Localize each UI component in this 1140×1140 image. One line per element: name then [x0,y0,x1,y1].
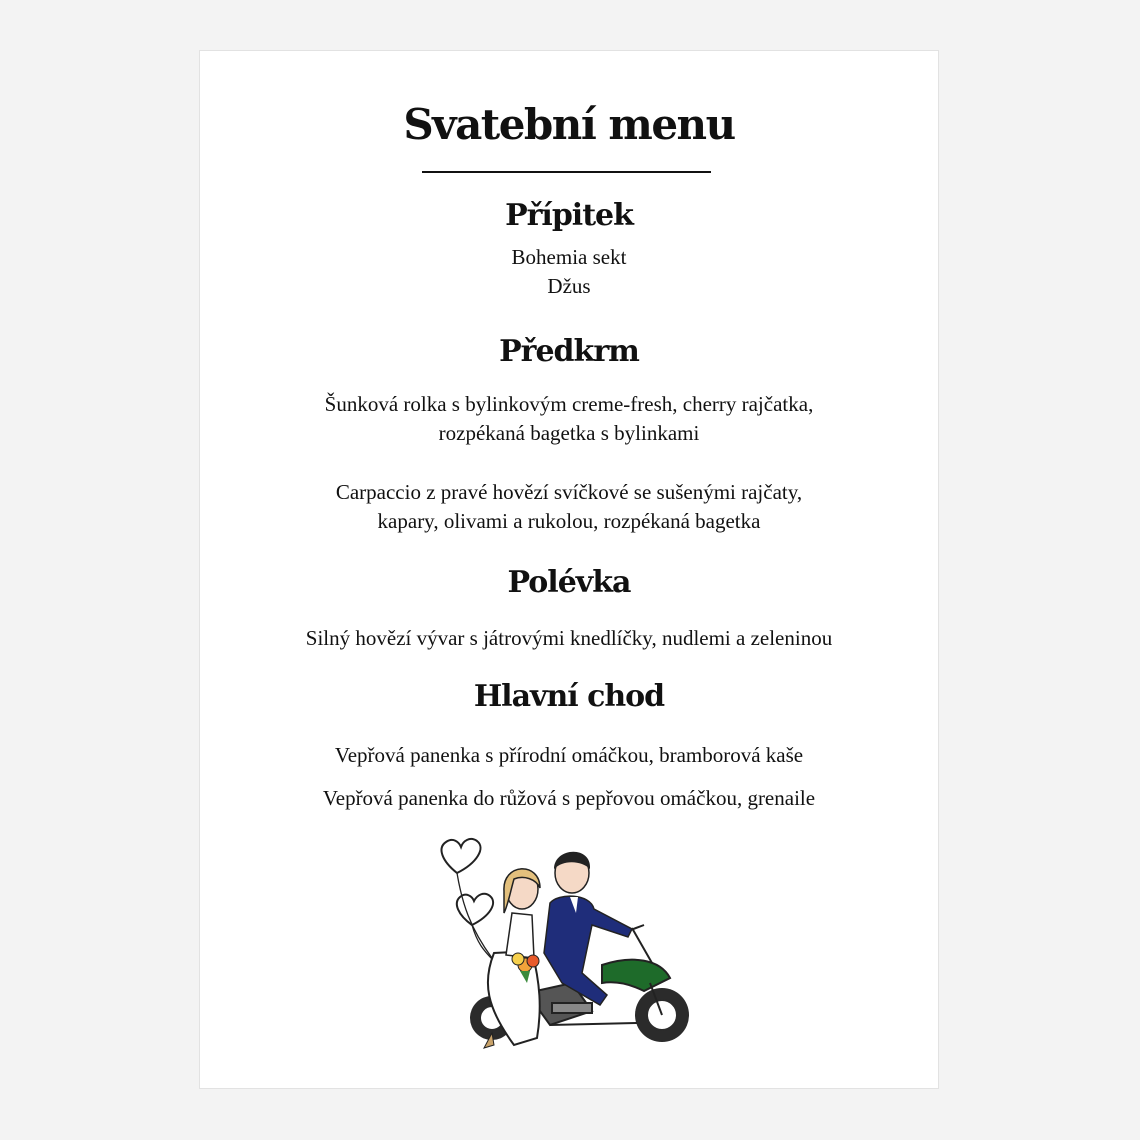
couple-motorcycle-illustration [432,833,697,1055]
section-heading-toast: Přípitek [505,198,633,233]
menu-item: Silný hovězí vývar s játrovými knedlíčky, nudlemi a zeleninou [305,626,833,650]
menu-item: Vepřová panenka s přírodní omáčkou, bramborová kaše [334,743,804,767]
menu-title: Svatební menu [403,100,735,149]
menu-item: kapary, olivami a rukolou, rozpékaná bagetka [377,509,761,533]
title-divider [422,171,711,173]
menu-item: Carpaccio z pravé hovězí svíčkové se sušenými rajčaty, [335,480,803,504]
menu-item: Vepřová panenka do růžová s pepřovou omáčkou, grenaile [322,786,816,810]
menu-item: Šunková rolka s bylinkovým creme-fresh, cherry rajčatka, [324,392,814,416]
section-heading-main-course: Hlavní chod [473,679,665,714]
menu-item: rozpékaná bagetka s bylinkami [438,421,700,445]
menu-card [199,50,939,1089]
section-heading-starter: Předkrm [499,334,639,369]
menu-item: Bohemia sekt [511,245,627,269]
heart-balloon-icon [442,839,481,873]
menu-item: Džus [547,274,591,298]
section-heading-soup: Polévka [507,565,631,600]
